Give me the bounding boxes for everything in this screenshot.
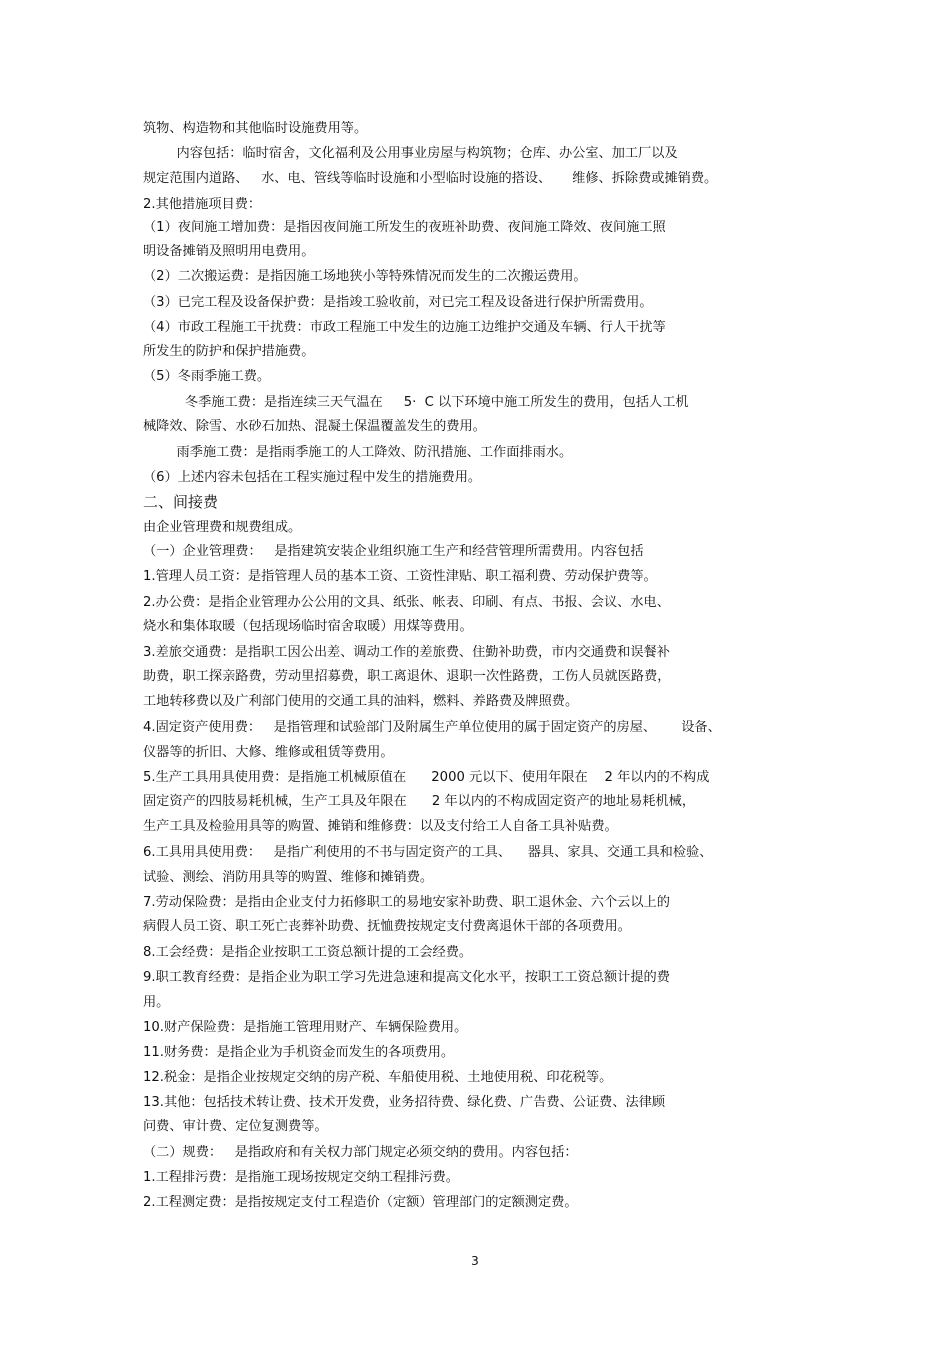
text-line: 8.工会经费：是指企业按职工工资总额计提的工会经费。 xyxy=(143,945,473,960)
text-line: 明设备摊销及照明用电费用。 xyxy=(143,244,315,259)
text-line: 内容包括：临时宿舍，文化福利及公用事业房屋与构筑物；仓库、办公室、加工厂以及 xyxy=(143,146,678,161)
text-line: 4.固定资产使用费： 是指管理和试验部门及附属生产单位使用的属于固定资产的房屋、 设备、 xyxy=(143,720,721,735)
text-line: 仪器等的折旧、大修、维修或租赁等费用。 xyxy=(143,745,394,760)
text-line: （3）已完工程及设备保护费：是指竣工验收前，对已完工程及设备进行保护所需费用。 xyxy=(143,295,653,310)
text-line: 所发生的防护和保护措施费。 xyxy=(143,344,315,359)
text-line: 3.差旅交通费：是指职工因公出差、调动工作的差旅费、住勤补助费，市内交通费和误餐补 xyxy=(143,645,670,660)
text-line: 2.工程测定费：是指按规定支付工程造价（定额）管理部门的定额测定费。 xyxy=(143,1195,578,1210)
text-line: 固定资产的四肢易耗机械，生产工具及年限在 2 年以内的不构成固定资产的地址易耗机械， xyxy=(143,794,696,809)
text-line: （一）企业管理费： 是指建筑安装企业组织施工生产和经营管理所需费用。内容包括 xyxy=(143,544,644,559)
text-line: 试验、测绘、消防用具等的购置、维修和摊销费。 xyxy=(143,870,434,885)
text-line: 2.办公费：是指企业管理办公公用的文具、纸张、帐表、印刷、有点、书报、会议、水电、 xyxy=(143,595,670,610)
text-line: 雨季施工费：是指雨季施工的人工降效、防汛措施、工作面排雨水。 xyxy=(143,445,573,460)
text-line: 生产工具及检验用具等的购置、摊销和维修费：以及支付给工人自备工具补贴费。 xyxy=(143,819,618,834)
text-line: 筑物、构造物和其他临时设施费用等。 xyxy=(143,121,368,136)
text-line: 1.工程排污费：是指施工现场按规定交纳工程排污费。 xyxy=(143,1170,459,1185)
text-line: 5.生产工具用具使用费：是指施工机械原值在 2000 元以下、使用年限在 2 年以内的不构成 xyxy=(143,770,710,785)
text-line: （2）二次搬运费：是指因施工场地狭小等特殊情况而发生的二次搬运费用。 xyxy=(143,269,587,284)
text-line: 10.财产保险费：是指施工管理用财产、车辆保险费用。 xyxy=(143,1020,468,1035)
text-line: 助费，职工探亲路费，劳动里招募费，职工离退休、退职一次性路费，工伤人员就医路费， xyxy=(143,669,671,684)
text-line: 冬季施工费：是指连续三天气温在 5· C 以下环境中施工所发生的费用，包括人工机 xyxy=(143,395,689,410)
text-line: 9.职工教育经费：是指企业为职工学习先进急速和提高文化水平，按职工工资总额计提的费 xyxy=(143,970,670,985)
text-line: 用。 xyxy=(143,995,170,1010)
text-line: 械降效、除雪、水砂石加热、混凝土保温覆盖发生的费用。 xyxy=(143,419,486,434)
text-line: （6）上述内容未包括在工程实施过程中发生的措施费用。 xyxy=(143,470,482,485)
text-line: 烧水和集体取暖（包括现场临时宿舍取暖）用煤等费用。 xyxy=(143,619,473,634)
text-line: 问费、审计费、定位复测费等。 xyxy=(143,1119,328,1134)
text-line: （二）规费： 是指政府和有关权力部门规定必须交纳的费用。内容包括： xyxy=(143,1145,578,1160)
text-line: 11.财务费：是指企业为手机资金而发生的各项费用。 xyxy=(143,1045,455,1060)
text-line: 13.其他：包括技术转让费、技术开发费，业务招待费、绿化费、广告费、公证费、法律顾 xyxy=(143,1095,666,1110)
section-heading: 二、间接费 xyxy=(143,493,219,511)
text-line: 6.工具用具使用费： 是指广利使用的不书与固定资产的工具、 器具、家具、交通工具和检验、 xyxy=(143,845,713,860)
text-line: （4）市政工程施工干扰费：市政工程施工中发生的边施工边维护交通及车辆、行人干扰等 xyxy=(143,320,666,335)
text-line: 病假人员工资、职工死亡丧葬补助费、抚恤费按规定支付费离退休干部的各项费用。 xyxy=(143,919,631,934)
text-line: 1.管理人员工资：是指管理人员的基本工资、工资性津贴、职工福利费、劳动保护费等。 xyxy=(143,569,657,584)
text-line: 工地转移费以及广利部门使用的交通工具的油料，燃料、养路费及牌照费。 xyxy=(143,694,579,709)
text-line: 7.劳动保险费：是指由企业支付力拓修职工的易地安家补助费、职工退休金、六个云以上的 xyxy=(143,895,670,910)
page-number: 3 xyxy=(471,1254,479,1268)
text-line: 由企业管理费和规费组成。 xyxy=(143,520,302,535)
text-line: （5）冬雨季施工费。 xyxy=(143,369,271,384)
text-line: （1）夜间施工增加费：是指因夜间施工所发生的夜班补助费、夜间施工降效、夜间施工照 xyxy=(143,220,666,235)
text-line: 规定范围内道路、 水、电、管线等临时设施和小型临时设施的搭设、 维修、拆除费或摊销费。 xyxy=(143,171,718,186)
text-line: 12.税金：是指企业按规定交纳的房产税、车船使用税、土地使用税、印花税等。 xyxy=(143,1070,613,1085)
text-line: 2.其他措施项目费： xyxy=(143,197,262,212)
